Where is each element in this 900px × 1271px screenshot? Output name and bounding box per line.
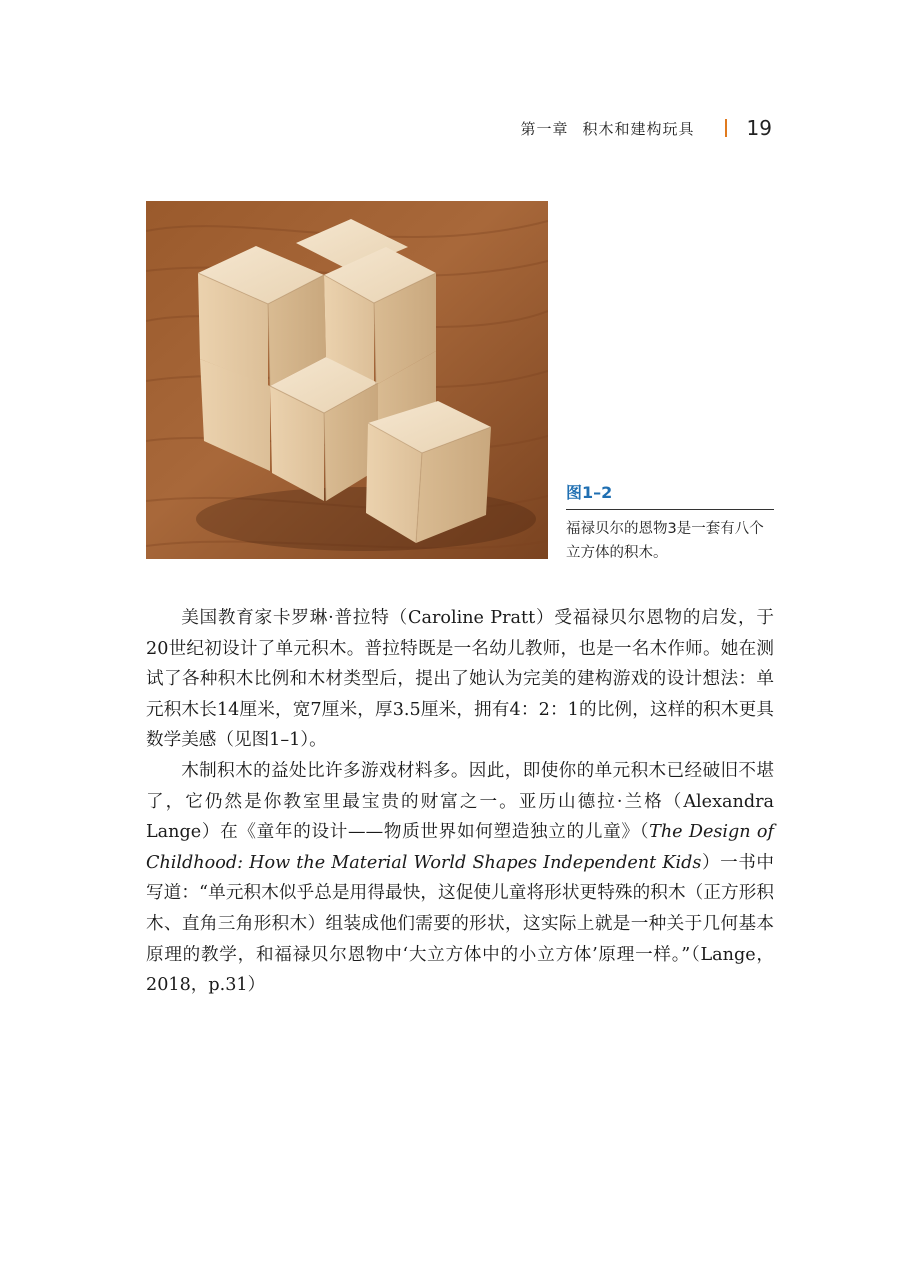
wooden-cube-blocks-photo xyxy=(146,201,548,559)
running-head xyxy=(521,114,772,142)
figure-caption-text: 福禄贝尔的恩物3是一套有八个立方体的积木。 xyxy=(566,521,764,561)
book-title-italic: The Design of Childhood: How the Material World Shapes Independent Kids xyxy=(146,822,774,873)
paragraph-2 xyxy=(146,756,774,1001)
paragraph-1: 美国教育家卡罗琳·普拉特（Caroline Pratt）受福禄贝尔恩物的启发，于20世纪初设计了单元积木。普拉特既是一名幼儿教师，也是一名木作师。她在测试了各种积木比例和木材类型后，提出了她认为完美的建构游戏的设计想法：单元积木长14厘米，宽7厘米，厚3.5厘米，拥有4：2：1的比例，这样的积木更具数学美感（见图1–1）。 xyxy=(146,608,774,751)
chapter-number: 第一章 xyxy=(520,119,569,138)
paragraph-2-before: 木制积木的益处比许多游戏材料多。因此，即使你的单元积木已经破旧不堪了，它仍然是你教室里最宝贵的财富之一。亚历山德拉·兰格（Alexandra Lange）在《童年的设计——物质世界如何塑造独立的儿童》（ xyxy=(146,760,774,843)
paragraph-2-after: ）一书中写道：“单元积木似乎总是用得最快，这促使儿童将形状更特殊的积木（正方形积木、直角三角形积木）组装成他们需要的形状，这实际上就是一种关于几何基本原理的教学，和福禄贝尔恩物中‘大立方体中的小立方体’原理一样。”（Lange，2018，p.31） xyxy=(146,852,774,996)
body-text xyxy=(146,603,774,1001)
figure-caption xyxy=(566,480,774,565)
header-divider xyxy=(725,119,727,137)
chapter-title: 积木和建构玩具 xyxy=(582,119,695,138)
page-number: 19 xyxy=(746,116,772,140)
figure-label: 图1–2 xyxy=(566,480,774,510)
